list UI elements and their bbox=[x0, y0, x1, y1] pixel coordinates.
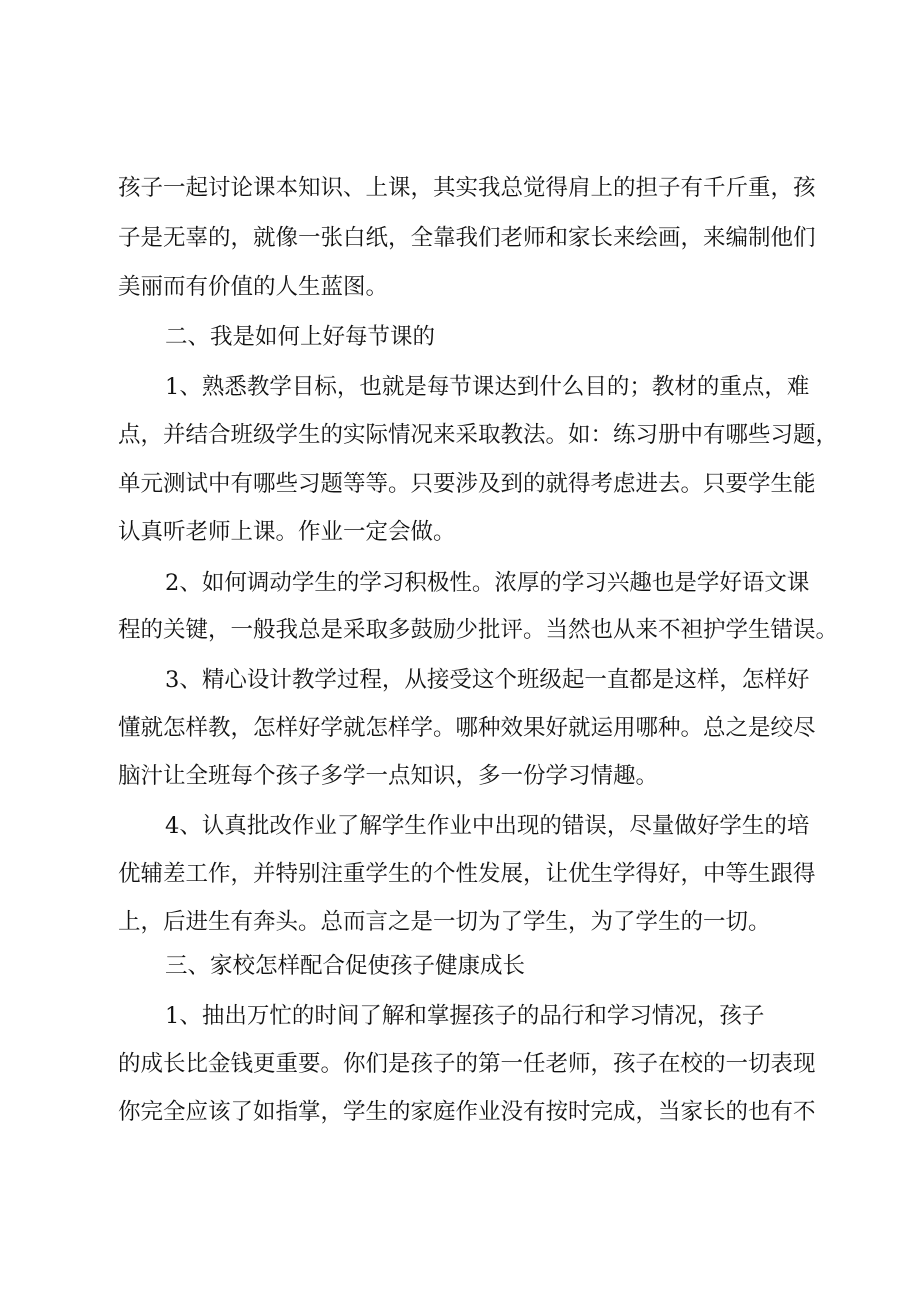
text-line: 程的关键，一般我总是采取多鼓励少批评。当然也从来不袒护学生错误。 bbox=[118, 617, 839, 643]
text-line: 的成长比金钱更重要。你们是孩子的第一任老师，孩子在校的一切表现 bbox=[118, 1051, 816, 1077]
section-heading: 三、家校怎样配合促使孩子健康成长 bbox=[165, 953, 526, 979]
text-line: 脑汁让全班每个孩子多学一点知识，多一份学习情趣。 bbox=[118, 763, 659, 789]
text-line: 孩子一起讨论课本知识、上课，其实我总觉得肩上的担子有千斤重，孩 bbox=[118, 175, 816, 201]
text-line: 懂就怎样教，怎样好学就怎样学。哪种效果好就运用哪种。总之是绞尽 bbox=[118, 715, 816, 741]
text-line: 1、熟悉教学目标，也就是每节课达到什么目的；教材的重点，难 bbox=[165, 374, 810, 400]
text-line: 4、认真批改作业了解学生作业中出现的错误，尽量做好学生的培 bbox=[165, 813, 810, 839]
text-line: 你完全应该了如指掌，学生的家庭作业没有按时完成，当家长的也有不 bbox=[118, 1099, 816, 1125]
text-line: 优辅差工作，并特别注重学生的个性发展，让优生学得好，中等生跟得 bbox=[118, 861, 816, 887]
text-line: 子是无辜的，就像一张白纸，全靠我们老师和家长来绘画，来编制他们 bbox=[118, 225, 816, 251]
text-line: 1、抽出万忙的时间了解和掌握孩子的品行和学习情况，孩子 bbox=[165, 1003, 765, 1029]
text-line: 3、精心设计教学过程，从接受这个班级起一直都是这样，怎样好 bbox=[165, 667, 810, 693]
text-line: 美丽而有价值的人生蓝图。 bbox=[118, 274, 389, 300]
text-line: 上，后进生有奔头。总而言之是一切为了学生，为了学生的一切。 bbox=[118, 909, 771, 935]
text-line: 单元测试中有哪些习题等等。只要涉及到的就得考虑进去。只要学生能 bbox=[118, 471, 816, 497]
section-heading: 二、我是如何上好每节课的 bbox=[165, 324, 436, 350]
text-line: 2、如何调动学生的学习积极性。浓厚的学习兴趣也是学好语文课 bbox=[165, 570, 810, 596]
text-line: 点，并结合班级学生的实际情况来采取教法。如：练习册中有哪些习题， bbox=[118, 422, 839, 448]
text-line: 认真听老师上课。作业一定会做。 bbox=[118, 519, 456, 545]
